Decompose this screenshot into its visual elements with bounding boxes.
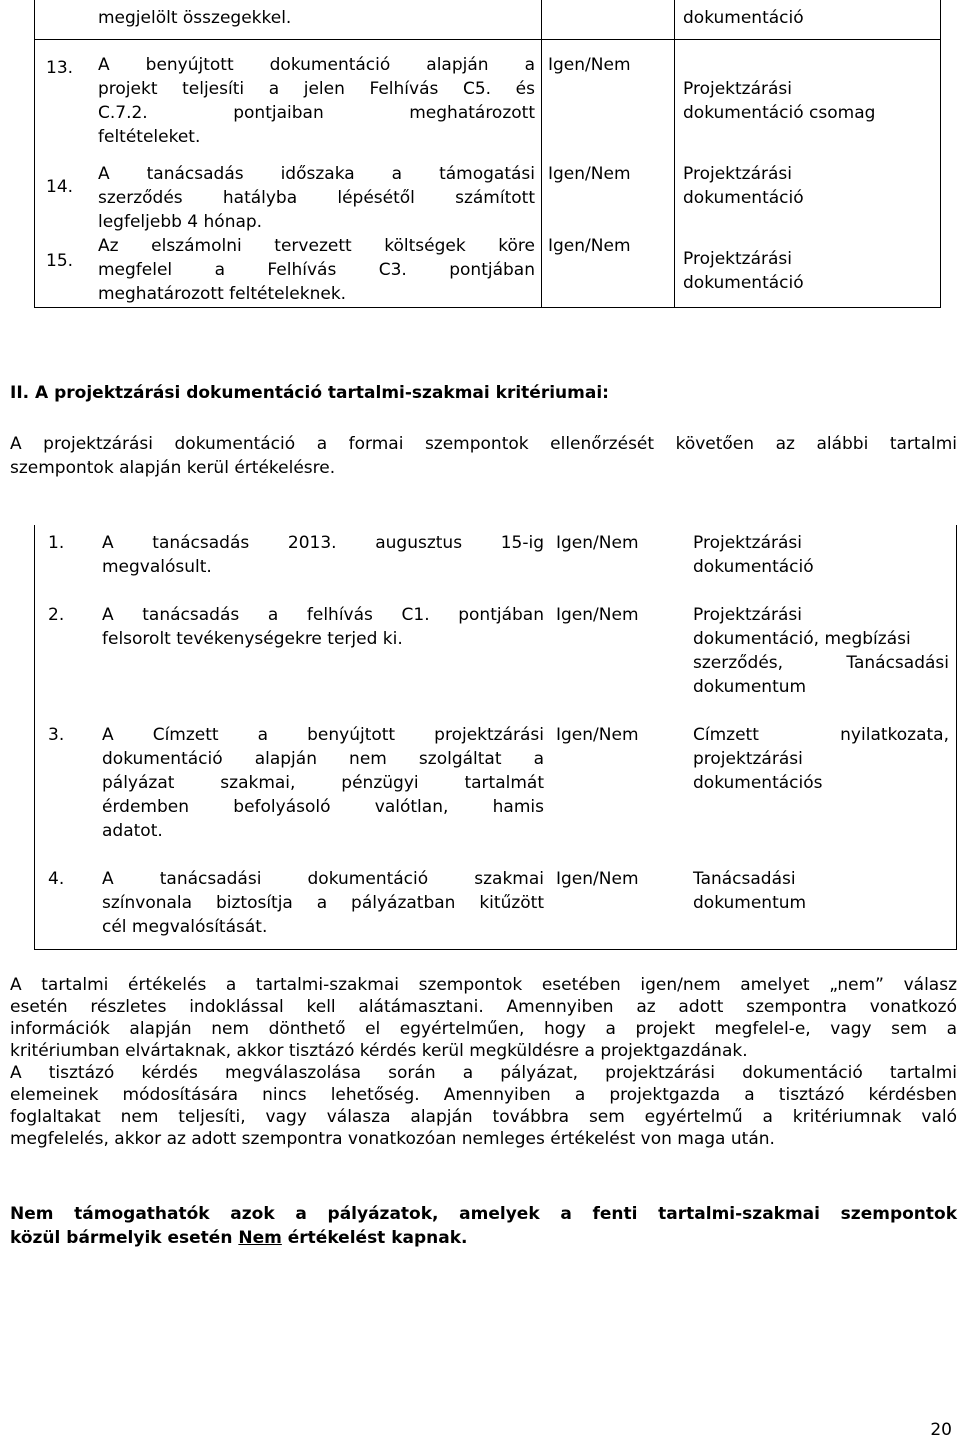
- description-line: Az elszámolni tervezett költségek köre: [98, 236, 535, 256]
- section-intro: [10, 432, 957, 480]
- page-number: 20: [930, 1420, 952, 1440]
- table-cell-description: megjelölt összegekkel.: [98, 8, 292, 28]
- document-line: dokumentáció csomag: [683, 103, 876, 123]
- description-line: megvalósult.: [102, 557, 212, 577]
- table-cell-description: [98, 53, 535, 149]
- description-line: A tanácsadás időszaka a támogatási: [98, 164, 535, 184]
- table-cell-description: [98, 162, 535, 234]
- document-line: Projektzárási: [683, 164, 792, 184]
- description-line: szerződés hatályba lépésétől számított: [98, 188, 535, 208]
- document-line: dokumentáció: [683, 188, 804, 208]
- table-cell-description: [102, 603, 544, 651]
- row-number: 4.: [48, 869, 65, 889]
- paragraph-line: kritériumban elvártaknak, akkor tisztázó kérdés kerül megküldésre a projektgazdának.: [10, 1041, 748, 1061]
- table-border: [34, 307, 941, 308]
- table-cell-answer: Igen/Nem: [556, 725, 639, 745]
- final-note-text: közül bármelyik esetén: [10, 1228, 239, 1248]
- document-line: Tanácsadási: [693, 869, 796, 889]
- document-line: Projektzárási: [693, 605, 802, 625]
- row-number: 15.: [46, 251, 74, 271]
- table-cell-document: [683, 77, 875, 125]
- table-cell-answer: Igen/Nem: [548, 236, 631, 256]
- document-line: Projektzárási: [683, 79, 792, 99]
- paragraph-line: információk alapján nem dönthető el egyértelműen, hogy a projekt megfelel-e, vagy sem a: [10, 1019, 957, 1039]
- document-line: dokumentáció, megbízási: [693, 629, 911, 649]
- description-line: cél megvalósítását.: [102, 917, 268, 937]
- document-line: Projektzárási: [693, 533, 802, 553]
- row-number: 2.: [48, 605, 65, 625]
- document-line: projektzárási: [693, 749, 803, 769]
- description-line: legfeljebb 4 hónap.: [98, 212, 263, 232]
- row-number: 14.: [46, 177, 74, 197]
- table-cell-answer: Igen/Nem: [556, 605, 639, 625]
- description-line: A tanácsadási dokumentáció szakmai: [102, 869, 544, 889]
- document-line: Projektzárási: [683, 249, 792, 269]
- document-line: dokumentációs: [693, 773, 823, 793]
- table-border: [34, 0, 35, 308]
- document-line: dokumentáció: [683, 273, 804, 293]
- table-cell-document: [683, 247, 804, 295]
- row-number: 3.: [48, 725, 65, 745]
- document-line: dokumentum: [693, 893, 807, 913]
- paragraph-line: foglaltakat nem teljesíti, vagy válasza alapján továbbra sem egyértelmű a kritériumnak való: [10, 1107, 957, 1127]
- description-line: dokumentáció alapján nem szolgáltat a: [102, 749, 544, 769]
- row-divider: [34, 39, 941, 40]
- table-cell-answer: Igen/Nem: [556, 533, 639, 553]
- underlined-word: Nem: [238, 1228, 282, 1248]
- table-cell-document: [693, 723, 949, 795]
- paragraph-line: esetén részletes indoklással kell alátámasztani. Amennyiben az adott szempontra vonatkozó: [10, 997, 957, 1017]
- table-cell-answer: Igen/Nem: [548, 55, 631, 75]
- column-divider: [674, 0, 675, 308]
- section-heading: [10, 381, 609, 405]
- table-cell-document: [693, 603, 949, 699]
- document-line: szerződés, Tanácsadási: [693, 653, 949, 673]
- description-line: A tanácsadás a felhívás C1. pontjában: [102, 605, 544, 625]
- final-note-line: [10, 1226, 957, 1250]
- description-line: felsorolt tevékenységekre terjed ki.: [102, 629, 403, 649]
- description-line: pályázat szakmai, pénzügyi tartalmát: [102, 773, 544, 793]
- table-cell-answer: Igen/Nem: [556, 869, 639, 889]
- paragraph-line: megfelelés, akkor az adott szempontra vonatkozóan nemleges értékelést von maga után.: [10, 1129, 775, 1149]
- document-line: dokumentáció: [693, 557, 814, 577]
- description-line: adatot.: [102, 821, 163, 841]
- paragraph-line: elemeinek módosítására nincs lehetőség. Amennyiben a projektgazda a tisztázó kérdésben: [10, 1085, 957, 1105]
- description-line: A Címzett a benyújtott projektzárási: [102, 725, 544, 745]
- description-line: C.7.2. pontjaiban meghatározott: [98, 103, 535, 123]
- description-line: meghatározott feltételeknek.: [98, 284, 347, 304]
- table-cell-document: [693, 867, 806, 915]
- table-cell-description: [98, 234, 535, 306]
- table-cell-document: [693, 531, 814, 579]
- table-cell-description: [102, 867, 544, 939]
- final-note-text: értékelést kapnak.: [281, 1228, 468, 1248]
- description-line: A tanácsadás 2013. augusztus 15-ig: [102, 533, 544, 553]
- description-line: A benyújtott dokumentáció alapján a: [98, 55, 535, 75]
- final-note: [10, 1202, 957, 1250]
- paragraph-line: A tartalmi értékelés a tartalmi-szakmai szempontok esetében igen/nem amelyet „nem” válasz: [10, 975, 957, 995]
- evaluation-paragraph: [10, 974, 957, 1150]
- table-cell-description: [102, 723, 544, 843]
- description-line: érdemben befolyásoló valótlan, hamis: [102, 797, 544, 817]
- intro-line: szempontok alapján kerül értékelésre.: [10, 458, 336, 478]
- table-cell-description: [102, 531, 544, 579]
- table-cell-document: dokumentáció: [683, 8, 804, 28]
- section-number: II.: [10, 383, 30, 403]
- table-cell-document: [683, 162, 804, 210]
- section-title: A projektzárási dokumentáció tartalmi-szakmai kritériumai:: [35, 383, 609, 403]
- description-line: projekt teljesíti a jelen Felhívás C5. és: [98, 79, 535, 99]
- description-line: színvonala biztosítja a pályázatban kitűzött: [102, 893, 544, 913]
- column-divider: [541, 0, 542, 308]
- paragraph-line: A tisztázó kérdés megválaszolása során a pályázat, projektzárási dokumentáció tartalmi: [10, 1063, 957, 1083]
- intro-line: A projektzárási dokumentáció a formai szempontok ellenőrzését követően az alábbi tartalmi: [10, 434, 957, 454]
- table-cell-answer: Igen/Nem: [548, 164, 631, 184]
- row-number: 1.: [48, 533, 65, 553]
- document-line: Címzett nyilatkozata,: [693, 725, 949, 745]
- description-line: feltételeket.: [98, 127, 201, 147]
- final-note-line: Nem támogathatók azok a pályázatok, amelyek a fenti tartalmi-szakmai szempontok: [10, 1204, 957, 1224]
- row-number: 13.: [46, 58, 74, 78]
- table-border: [940, 0, 941, 308]
- document-line: dokumentum: [693, 677, 807, 697]
- description-line: megfelel a Felhívás C3. pontjában: [98, 260, 535, 280]
